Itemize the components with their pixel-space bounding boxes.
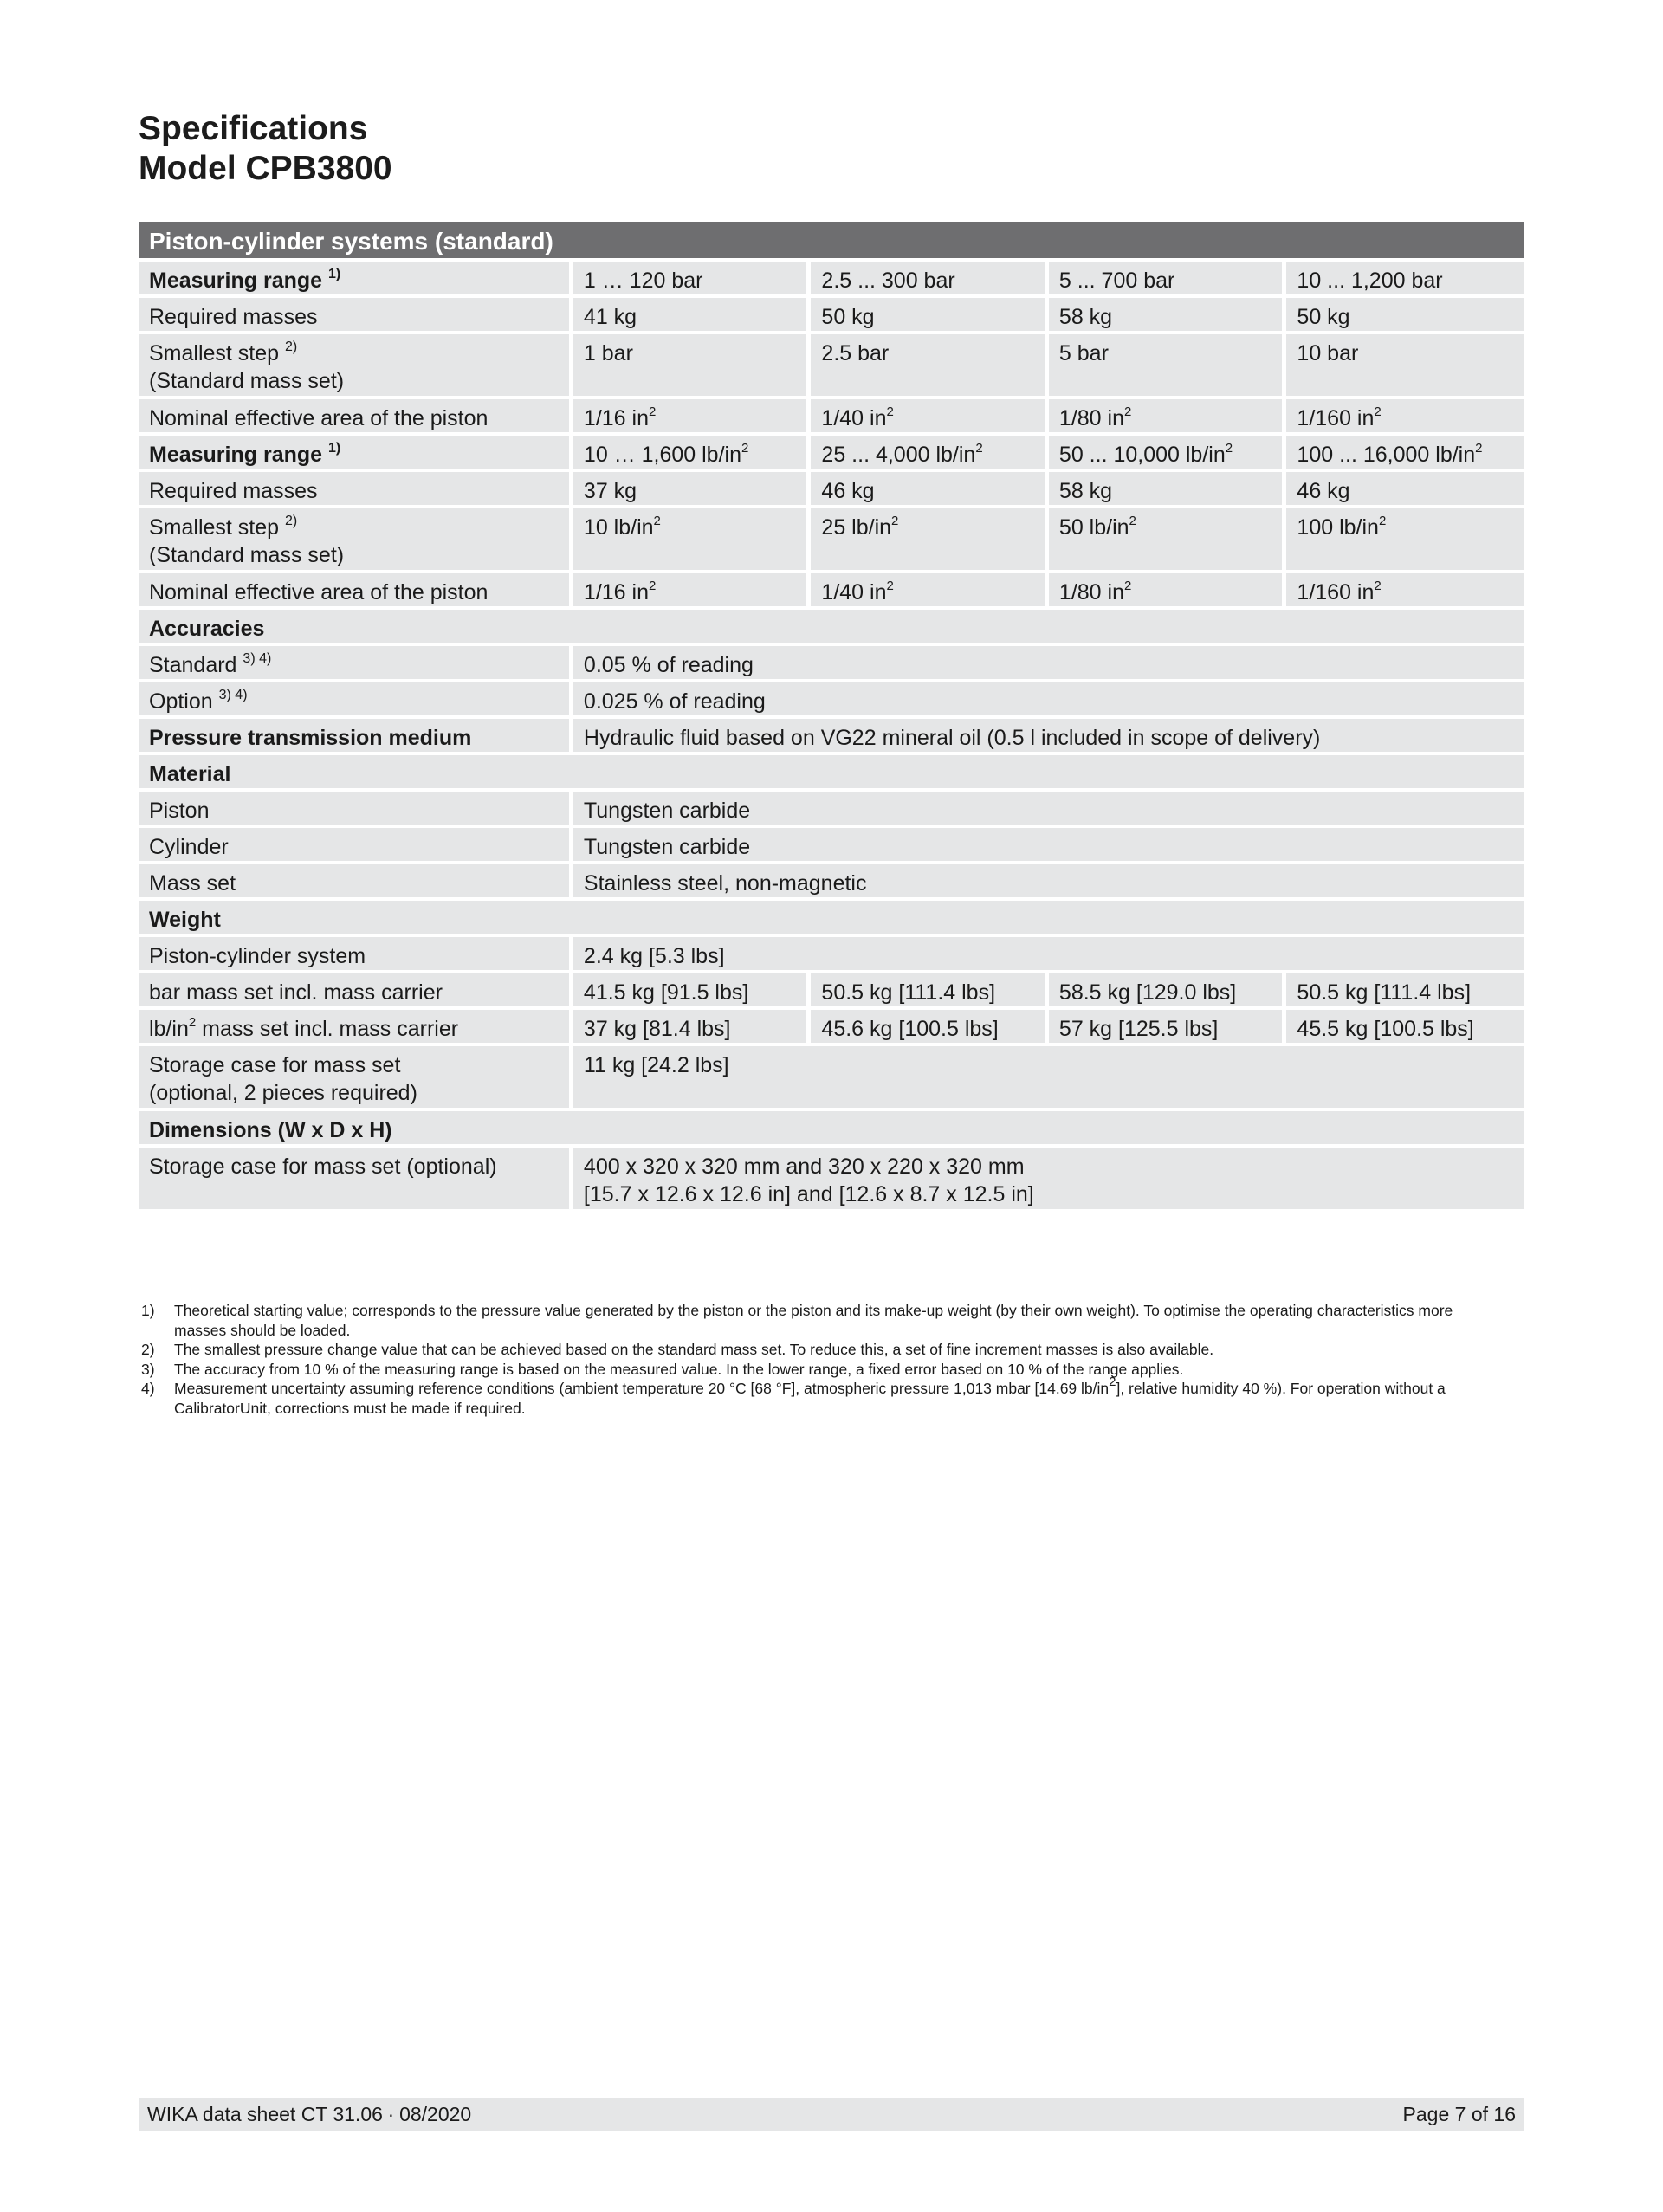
- cell: 0.025 % of reading: [573, 682, 1524, 719]
- section-label: Weight: [139, 901, 1524, 937]
- row-label: Cylinder: [139, 828, 573, 864]
- cell: 50 kg: [1286, 298, 1524, 334]
- cell: 41.5 kg [91.5 lbs]: [573, 973, 812, 1010]
- table-row: [139, 682, 1524, 719]
- row-label: Storage case for mass set (optional): [139, 1148, 573, 1213]
- table-row: [139, 1148, 1524, 1213]
- page-footer: [139, 2098, 1524, 2131]
- cell: 1/80 $in^2$: [1049, 399, 1287, 436]
- title-model: Model CPB3800: [139, 150, 392, 187]
- cell: 58.5 kg [129.0 lbs]: [1049, 973, 1287, 1010]
- footnote: 1) Theoretical starting value; corresponds to the pressure value generated by the piston or the piston and its make-up weight (by their own weight). To optimise the operating characteristics more masses should be loaded.: [141, 1302, 1453, 1339]
- cell: 50 $lb/in^2$: [1049, 508, 1287, 573]
- cell: 1 bar: [573, 334, 812, 399]
- table-row: [139, 399, 1524, 436]
- cell: 45.6 kg [100.5 lbs]: [811, 1010, 1049, 1046]
- cell: 10 $lb/in^2$: [573, 508, 812, 573]
- cell: 1/80 $in^2$: [1049, 573, 1287, 610]
- cell: 2.4 kg [5.3 lbs]: [573, 937, 1524, 973]
- table-row: [139, 646, 1524, 682]
- cell: 57 kg [125.5 lbs]: [1049, 1010, 1287, 1046]
- cell: 2.5 ... 300 bar: [811, 262, 1049, 298]
- table-row: [139, 792, 1524, 828]
- cell: 50.5 kg [111.4 lbs]: [1286, 973, 1524, 1010]
- table-row: [139, 719, 1524, 755]
- table-header: Piston-cylinder systems (standard): [139, 222, 1524, 262]
- table-header-row: [139, 222, 1524, 262]
- row-label: Measuring range $^{1)}$: [139, 262, 573, 298]
- row-label: Nominal effective area of the piston: [139, 573, 573, 610]
- row-label: Required masses: [139, 472, 573, 508]
- cell: 1 … 120 bar: [573, 262, 812, 298]
- section-row-weight: [139, 901, 1524, 937]
- cell: 10 … 1,600 $lb/in^2$: [573, 436, 812, 472]
- page-title: [139, 109, 392, 189]
- row-label: Piston-cylinder system: [139, 937, 573, 973]
- section-label: Accuracies: [139, 610, 1524, 646]
- section-row-accuracies: [139, 610, 1524, 646]
- cell: 25 $lb/in^2$: [811, 508, 1049, 573]
- cell: Tungsten carbide: [573, 792, 1524, 828]
- cell: 10 ... 1,200 bar: [1286, 262, 1524, 298]
- cell: Stainless steel, non-magnetic: [573, 864, 1524, 901]
- table-row: [139, 262, 1524, 298]
- table-row: [139, 472, 1524, 508]
- footnote: 2) The smallest pressure change value that can be achieved based on the standard mass set. To reduce this, a set of fine increment masses is also available.: [141, 1341, 1214, 1358]
- cell: 1/16 $in^2$: [573, 573, 812, 610]
- cell: 1/160 $in^2$: [1286, 573, 1524, 610]
- section-label: Material: [139, 755, 1524, 792]
- row-label: Option $^{3) 4)}$: [139, 682, 573, 719]
- cell: Tungsten carbide: [573, 828, 1524, 864]
- cell: 1/16 $in^2$: [573, 399, 812, 436]
- footer-datasheet-ref: WIKA data sheet CT 31.06 ∙ 08/2020: [147, 2102, 472, 2125]
- row-label: Smallest step $^{2)}$ (Standard mass set): [139, 334, 573, 399]
- cell: 400 x 320 x 320 mm and 320 x 220 x 320 mm [15.7 x 12.6 x 12.6 in] and [12.6 x 8.7 x 12.5 in]: [573, 1148, 1524, 1213]
- row-label: Pressure transmission medium: [139, 719, 573, 755]
- section-row-dimensions: [139, 1111, 1524, 1148]
- cell: 37 kg [81.4 lbs]: [573, 1010, 812, 1046]
- section-label: Dimensions (W x D x H): [139, 1111, 1524, 1148]
- row-label: Piston: [139, 792, 573, 828]
- cell: 50 kg: [811, 298, 1049, 334]
- cell: 58 kg: [1049, 298, 1287, 334]
- cell: 1/40 $in^2$: [811, 399, 1049, 436]
- cell: 0.05 % of reading: [573, 646, 1524, 682]
- cell: 50.5 kg [111.4 lbs]: [811, 973, 1049, 1010]
- table-row: [139, 436, 1524, 472]
- row-label: Smallest step $^{2)}$ (Standard mass set): [139, 508, 573, 573]
- title-specifications: Specifications: [139, 110, 368, 147]
- row-label: $lb/in^2$ mass set incl. mass carrier: [139, 1010, 573, 1046]
- table-row: [139, 1010, 1524, 1046]
- row-label: bar mass set incl. mass carrier: [139, 973, 573, 1010]
- cell: 50 ... 10,000 $lb/in^2$: [1049, 436, 1287, 472]
- cell: 5 ... 700 bar: [1049, 262, 1287, 298]
- cell: 5 bar: [1049, 334, 1287, 399]
- footnotes: [141, 1301, 1501, 1418]
- cell: 100 ... 16,000 $lb/in^2$: [1286, 436, 1524, 472]
- table-row: [139, 334, 1524, 399]
- table-row: [139, 828, 1524, 864]
- table-row: [139, 864, 1524, 901]
- cell: 37 kg: [573, 472, 812, 508]
- row-label: Required masses: [139, 298, 573, 334]
- cell: 11 kg [24.2 lbs]: [573, 1046, 1524, 1111]
- cell: Hydraulic fluid based on VG22 mineral oil (0.5 l included in scope of delivery): [573, 719, 1524, 755]
- table-row: [139, 937, 1524, 973]
- cell: 41 kg: [573, 298, 812, 334]
- cell: 2.5 bar: [811, 334, 1049, 399]
- row-label: Storage case for mass set (optional, 2 pieces required): [139, 1046, 573, 1111]
- cell: 1/40 $in^2$: [811, 573, 1049, 610]
- cell: 100 $lb/in^2$: [1286, 508, 1524, 573]
- section-row-material: [139, 755, 1524, 792]
- cell: 58 kg: [1049, 472, 1287, 508]
- cell: 46 kg: [1286, 472, 1524, 508]
- cell: 45.5 kg [100.5 lbs]: [1286, 1010, 1524, 1046]
- table-row: [139, 1046, 1524, 1111]
- cell: 10 bar: [1286, 334, 1524, 399]
- cell: 25 ... 4,000 $lb/in^2$: [811, 436, 1049, 472]
- row-label: Nominal effective area of the piston: [139, 399, 573, 436]
- row-label: Mass set: [139, 864, 573, 901]
- cell: 1/160 $in^2$: [1286, 399, 1524, 436]
- row-label: Measuring range $^{1)}$: [139, 436, 573, 472]
- cell: 46 kg: [811, 472, 1049, 508]
- spec-table: [139, 222, 1524, 1213]
- table-row: [139, 508, 1524, 573]
- footnote: 3) The accuracy from 10 % of the measuring range is based on the measured value. In the lower range, a fixed error based on 10 % of the range applies.: [141, 1360, 1184, 1378]
- footnote: 4) Measurement uncertainty assuming reference conditions (ambient temperature 20 °C [68 °F], atmospheric pressure 1,013 mbar [14.69 $lb/in^2$], relative humidity 40 %). For operation without a CalibratorUnit, corrections must be made if required.: [141, 1374, 1446, 1417]
- table-row: [139, 298, 1524, 334]
- row-label: Standard $^{3) 4)}$: [139, 646, 573, 682]
- table-row: [139, 573, 1524, 610]
- footer-page-number: Page 7 of 16: [1402, 2102, 1516, 2125]
- table-row: [139, 973, 1524, 1010]
